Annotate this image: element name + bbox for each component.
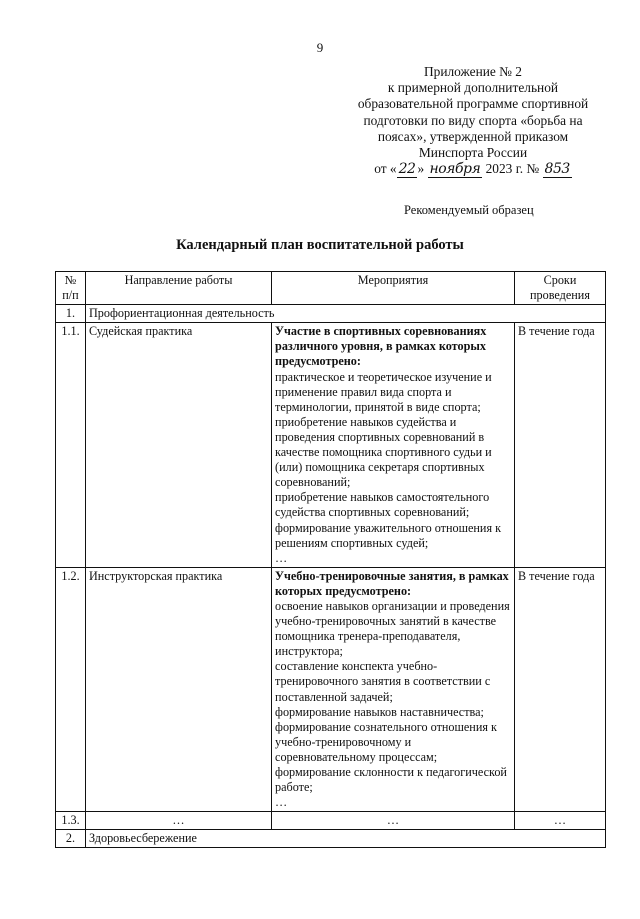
activity-item: приобретение навыков судейства и проведения спортивных соревнований в качестве помощника спортивного судьи и (или) помощника секретаря спортивных соревнований; [275, 414, 492, 490]
order-number-handwritten: 853 [544, 161, 570, 178]
section-title: Здоровьесбережение [85, 830, 605, 848]
table-row [56, 567, 606, 812]
order-mid: » [417, 161, 425, 177]
row-timing: В течение года [514, 567, 605, 812]
activity-item: формирование навыков наставничества; [275, 704, 484, 719]
appendix-line: подготовки по виду спорта «борьба на [363, 112, 583, 128]
header-timing: Сроки проведения [514, 272, 605, 305]
section-num: 1. [56, 305, 86, 323]
recommended-sample-label: Рекомендуемый образец [404, 203, 534, 217]
table-header-row [56, 272, 606, 305]
row-num: 1.1. [56, 323, 86, 568]
header-num: № п/п [56, 272, 86, 305]
section-row [56, 830, 606, 848]
row-num: 1.2. [56, 567, 86, 812]
appendix-line: образовательной программе спортивной [357, 96, 589, 112]
activities-heading: Учебно-тренировочные занятия, в рамках которых предусмотрено: [275, 568, 509, 598]
appendix-line: Приложение № 2 [423, 64, 523, 79]
row-timing: В течение года [514, 323, 605, 568]
header-activities: Мероприятия [272, 272, 515, 305]
order-day-handwritten: 22 [398, 161, 416, 178]
row-direction: Судейская практика [85, 323, 271, 568]
appendix-block [318, 64, 628, 178]
row-activities: … [272, 812, 515, 830]
order-prefix: от « [374, 161, 397, 177]
section-title: Профориентационная деятельность [85, 305, 605, 323]
plan-table [55, 271, 606, 848]
activity-item: … [275, 795, 288, 810]
page-number: 9 [316, 40, 324, 55]
activity-item: формирование сознательного отношения к учебно-тренировочному и соревновательному процессам; [275, 719, 497, 764]
row-activities [272, 323, 515, 568]
appendix-line: поясах», утвержденной приказом [377, 128, 569, 144]
row-num: 1.3. [56, 812, 86, 830]
appendix-line: Минспорта России [418, 145, 528, 161]
section-num: 2. [56, 830, 86, 848]
row-direction: Инструкторская практика [85, 567, 271, 812]
activity-item: приобретение навыков самостоятельного судейства спортивных соревнований; [275, 490, 490, 520]
order-year: 2023 г. № [485, 161, 540, 177]
activity-item: … [275, 550, 288, 565]
table-row [56, 812, 606, 830]
activity-item: освоение навыков организации и проведения учебно-тренировочных занятий в качестве помощника тренера-преподавателя, инструктора; [275, 598, 510, 659]
row-direction: … [85, 812, 271, 830]
header-direction: Направление работы [85, 272, 271, 305]
activity-item: формирование уважительного отношения к решениям спортивных судей; [275, 520, 502, 550]
row-timing: … [514, 812, 605, 830]
activity-item: составление конспекта учебно-тренировочного занятия в соответствии с поставленной задачей; [275, 659, 491, 704]
order-month-handwritten: ноября [429, 161, 481, 178]
activities-heading: Участие в спортивных соревнованиях различного уровня, в рамках которых предусмотрено: [275, 324, 487, 369]
order-date-line [318, 161, 628, 178]
activity-item: формирование склонности к педагогической работе; [275, 765, 507, 795]
section-row [56, 305, 606, 323]
document-title: Календарный план воспитательной работы [176, 237, 464, 253]
appendix-line: к примерной дополнительной [387, 80, 559, 96]
activity-item: практическое и теоретическое изучение и применение правил вида спорта и терминологии, принятой в виде спорта; [275, 369, 492, 414]
table-row [56, 323, 606, 568]
row-activities [272, 567, 515, 812]
